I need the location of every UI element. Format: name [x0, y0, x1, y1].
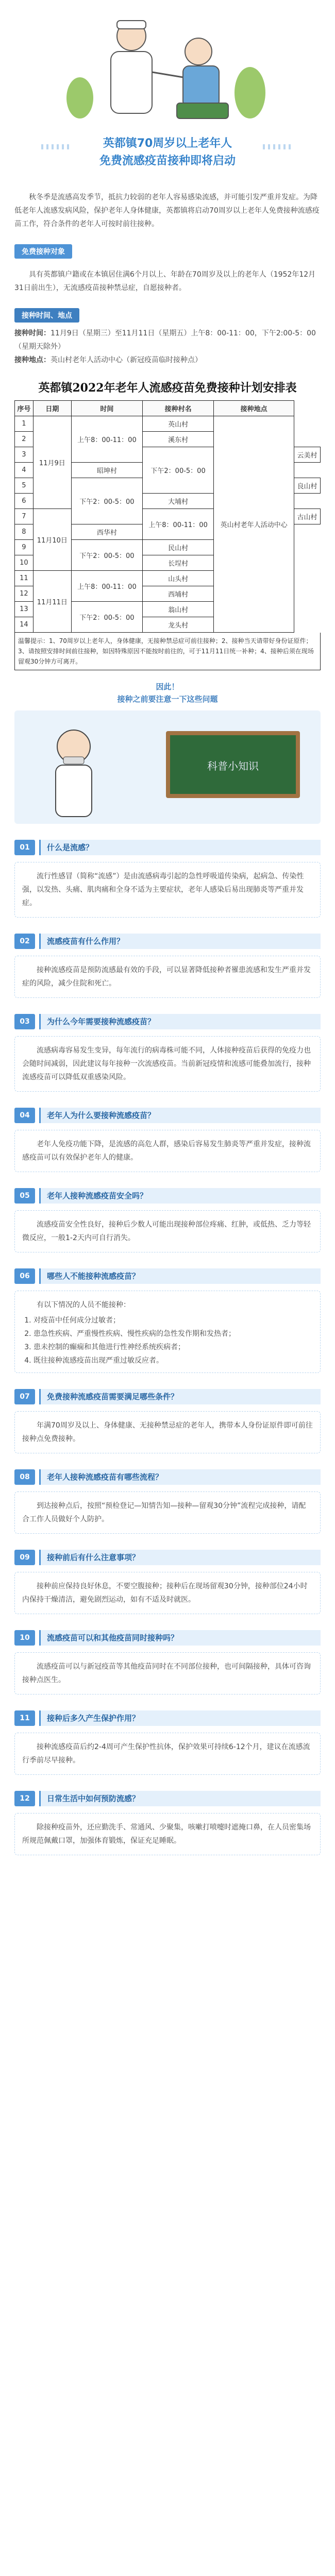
schedule-cell: 11 [15, 571, 34, 586]
time-item: 接种时间：11月9日（星期三）至11月11日（星期五）上午8：00-11：00，下午2:00-5：00（星期天除外） [14, 329, 316, 351]
chalkboard: 科普小知识 [166, 731, 300, 798]
qa-question: 哪些人不能接种流感疫苗？ [39, 1268, 321, 1284]
qa-number: 12 [14, 1791, 35, 1806]
qa-question: 接种后多久产生保护作用？ [39, 1710, 321, 1726]
qa-header [14, 1708, 321, 1728]
schedule-cell: 2 [15, 432, 34, 447]
qa-item [14, 1105, 321, 1172]
schedule-cell: 翁山村 [143, 602, 214, 617]
schedule-cell: 12 [15, 586, 34, 602]
qa-answer-text: 流行性感冒（简称“流感”）是由流感病毒引起的急性呼吸道传染病，起病急、传染性强，以发热、头痛、肌肉痛和全身不适为主要症状，老年人感染后易出现肺炎等严重并发症。 [22, 872, 304, 907]
qa-answer [14, 1130, 321, 1172]
time-place-list [14, 327, 321, 367]
schedule-row [15, 416, 321, 432]
schedule-cell: 13 [15, 602, 34, 617]
schedule-body [15, 416, 321, 633]
qa-answer [14, 1492, 321, 1534]
schedule-cell: 英山村 [143, 416, 214, 432]
target-paragraph: 具有英都镇户籍或在本镇居住满6个月以上、年龄在70周岁及以上的老年人（1952年12月31日前出生），无流感疫苗接种禁忌症，自愿接种者。 [14, 270, 316, 292]
subhead-line-2: 接种之前要注意一下这些问题 [117, 694, 218, 704]
qa-answer-list [22, 1314, 313, 1367]
section-tag-target: 免费接种对象 [14, 244, 72, 259]
schedule-cell: 西埔村 [143, 586, 214, 602]
qa-question: 免费接种流感疫苗需要满足哪些条件？ [39, 1389, 321, 1404]
qa-answer-text: 有以下情况的人员不能接种： [37, 1301, 130, 1309]
qa-header [14, 1266, 321, 1286]
qa-question: 老年人接种流感疫苗安全吗？ [39, 1188, 321, 1204]
doctor-illustration [14, 710, 321, 824]
schedule-cell: 英山村老年人活动中心 [214, 416, 294, 633]
schedule-cell: 上午8：00-11：00 [143, 509, 214, 540]
qa-number: 09 [14, 1550, 35, 1565]
qa-list [14, 837, 321, 1855]
qa-answer [14, 1733, 321, 1775]
schedule-cell: 11月10日 [33, 509, 71, 571]
schedule-cell: 下午2：00-5：00 [143, 447, 214, 494]
schedule-cell: 4 [15, 463, 34, 478]
qa-header [14, 1386, 321, 1407]
qa-number: 08 [14, 1469, 35, 1485]
qa-answer-text: 流感疫苗安全性良好，接种后少数人可能出现接种部位疼痛、红肿，或低热、乏力等轻微反应，一般1-2天内可自行消失。 [22, 1221, 311, 1242]
qa-number: 02 [14, 934, 35, 949]
schedule-cell: 下午2：00-5：00 [71, 478, 142, 524]
title-line-1: 英都镇70周岁以上老年人 [103, 137, 232, 150]
schedule-cell: 长埕村 [143, 555, 214, 571]
qa-answer [14, 1813, 321, 1855]
qa-answer-text: 接种前应保持良好休息，不要空腹接种；接种后在现场留观30分钟，接种部位24小时内保持干燥清洁，避免剧烈运动，如有不适及时就医。 [22, 1582, 308, 1604]
qa-answer-text: 老年人免疫功能下降，是流感的高危人群，感染后容易发生肺炎等严重并发症，接种流感疫苗可以有效保护老年人的健康。 [22, 1140, 311, 1162]
qa-header [14, 931, 321, 952]
qa-answer-list-item: 4. 既往接种流感疫苗出现严重过敏反应者。 [34, 1354, 313, 1367]
schedule-cell: 9 [15, 540, 34, 555]
qa-answer [14, 1291, 321, 1373]
qa-item [14, 1788, 321, 1855]
col-header: 日期 [33, 401, 71, 416]
qa-item [14, 1266, 321, 1373]
qa-answer-text: 接种流感疫苗是预防流感最有效的手段，可以显著降低接种者罹患流感和发生严重并发症的风险，减少住院和死亡。 [22, 966, 311, 988]
qa-question: 老年人接种流感疫苗有哪些流程？ [39, 1469, 321, 1485]
place-item: 接种地点：英山村老年人活动中心（新冠疫苗临时接种点） [14, 356, 202, 364]
qa-item [14, 1386, 321, 1453]
qa-number: 07 [14, 1389, 35, 1404]
col-header: 接种地点 [214, 401, 294, 416]
schedule-cell: 昭坤村 [71, 463, 142, 478]
qa-answer [14, 1652, 321, 1694]
qa-item [14, 837, 321, 918]
qa-answer-text: 到达接种点后，按照“预检登记—知情告知—接种—留观30分钟”流程完成接种，请配合工作人员做好个人防护。 [22, 1502, 306, 1523]
qa-item [14, 1011, 321, 1092]
schedule-cell: 14 [15, 617, 34, 633]
hero-banner [0, 0, 335, 185]
doctor-figure-icon [35, 721, 112, 819]
qa-number: 03 [14, 1014, 35, 1029]
schedule-cell: 云美村 [294, 447, 321, 463]
qa-header [14, 1185, 321, 1206]
schedule-caption: 英都镇2022年老年人流感疫苗免费接种计划安排表 [38, 381, 297, 395]
qa-item [14, 1628, 321, 1694]
qa-answer-text: 流感疫苗可以与新冠疫苗等其他疫苗同时在不同部位接种，也可间隔接种，具体可咨询接种点医生。 [22, 1663, 311, 1684]
qa-answer [14, 862, 321, 918]
qa-question: 什么是流感？ [39, 840, 321, 855]
col-header: 时间 [71, 401, 142, 416]
schedule-cell: 下午2：00-5：00 [71, 540, 142, 571]
schedule-table [14, 374, 321, 633]
schedule-cell: 3 [15, 447, 34, 463]
schedule-cell: 8 [15, 524, 34, 540]
schedule-cell: 6 [15, 494, 34, 509]
qa-question: 流感疫苗有什么作用？ [39, 934, 321, 949]
schedule-cell: 上午8：00-11：00 [71, 571, 142, 602]
schedule-cell: 7 [15, 509, 34, 524]
qa-item [14, 1185, 321, 1252]
page-title [0, 135, 335, 170]
schedule-cell: 民山村 [143, 540, 214, 555]
qa-answer [14, 1411, 321, 1453]
vaccination-illustration [59, 5, 276, 134]
col-header: 序号 [15, 401, 34, 416]
qa-number: 11 [14, 1710, 35, 1726]
qa-item [14, 1708, 321, 1775]
qa-answer-text: 流感病毒容易发生变异，每年流行的病毒株可能不同，人体接种疫苗后获得的免疫力也会随时间减弱，因此建议每年接种一次流感疫苗。当前新冠疫情和流感可能叠加流行，接种流感疫苗可以降低双重感染风险。 [22, 1046, 311, 1081]
qa-answer-text: 年满70周岁及以上、身体健康、无接种禁忌症的老年人，携带本人身份证原件即可前往接种点免费接种。 [22, 1421, 313, 1443]
schedule-cell: 山头村 [143, 571, 214, 586]
qa-header [14, 1547, 321, 1568]
schedule-cell: 龙头村 [143, 617, 214, 633]
schedule-cell: 1 [15, 416, 34, 432]
schedule-cell: 下午2：00-5：00 [71, 602, 142, 633]
qa-answer [14, 1210, 321, 1252]
qa-question: 老年人为什么要接种流感疫苗？ [39, 1108, 321, 1123]
schedule-cell: 溪东村 [143, 432, 214, 447]
qa-item [14, 1547, 321, 1614]
schedule-cell: 良山村 [294, 478, 321, 494]
qa-number: 04 [14, 1108, 35, 1123]
qa-answer-text: 除接种疫苗外，还应勤洗手、常通风、少聚集，咳嗽打喷嚏时遮掩口鼻，在人员密集场所规范佩戴口罩，加强体育锻炼，保证充足睡眠。 [22, 1823, 311, 1845]
qa-number: 06 [14, 1268, 35, 1284]
qa-item [14, 931, 321, 998]
qa-header [14, 1628, 321, 1648]
qa-answer-list-item: 1. 对疫苗中任何成分过敏者； [34, 1314, 313, 1327]
schedule-cell: 5 [15, 478, 34, 494]
subhead-line-1: 因此！ [156, 682, 179, 691]
qa-header [14, 1105, 321, 1126]
qa-question: 为什么今年需要接种流感疫苗？ [39, 1014, 321, 1029]
qa-question: 流感疫苗可以和其他疫苗同时接种吗？ [39, 1630, 321, 1646]
qa-answer [14, 1036, 321, 1092]
schedule-cell: 11月9日 [33, 416, 71, 509]
schedule-header-row [15, 401, 321, 416]
schedule-cell: 古山村 [294, 509, 321, 524]
section-tag-time-place: 接种时间、地点 [14, 308, 79, 323]
schedule-note: 温馨提示：1、70周岁以上老年人，身体健康，无接种禁忌症可前往接种；2、接种当天请带好身份证原件；3、请按照安排时间前往接种，如因特殊原因不能按时前往的，可于11月11日统一补种；4、接种后须在现场留观30分钟方可离开。 [14, 633, 321, 670]
schedule-cell: 上午8：00-11：00 [71, 416, 142, 463]
schedule-cell: 11月11日 [33, 571, 71, 633]
schedule-cell: 10 [15, 555, 34, 571]
content [0, 191, 335, 1855]
qa-header [14, 837, 321, 858]
qa-header [14, 1467, 321, 1487]
intro-paragraph: 秋冬季是流感高发季节，抵抗力较弱的老年人容易感染流感，并可能引发严重并发症。为降低老年人流感发病风险，保护老年人身体健康，英都镇将启动70周岁以上老年人免费接种流感疫苗工作，符合条件的老年人可按时前往接种。 [14, 193, 320, 228]
title-line-2: 免费流感疫苗接种即将启动 [99, 155, 236, 167]
qa-answer-list-item: 2. 患急性疾病、严重慢性疾病、慢性疾病的急性发作期和发热者； [34, 1327, 313, 1341]
qa-question: 日常生活中如何预防流感？ [39, 1791, 321, 1806]
schedule-cell: 大埔村 [143, 494, 214, 509]
qa-answer [14, 1572, 321, 1614]
notice-subhead [14, 681, 321, 705]
qa-answer [14, 956, 321, 998]
qa-item [14, 1467, 321, 1534]
col-header: 接种村名 [143, 401, 214, 416]
qa-answer-list-item: 3. 患未控制的癫痫和其他进行性神经系统疾病者； [34, 1341, 313, 1354]
qa-answer-text: 接种流感疫苗后约2-4周可产生保护性抗体，保护效果可持续6-12个月，建议在流感流行季前尽早接种。 [22, 1743, 310, 1765]
qa-number: 10 [14, 1630, 35, 1646]
qa-question: 接种前后有什么注意事项？ [39, 1550, 321, 1565]
qa-number: 05 [14, 1188, 35, 1204]
qa-header [14, 1788, 321, 1809]
qa-number: 01 [14, 840, 35, 855]
schedule-cell: 西华村 [71, 524, 142, 540]
qa-header [14, 1011, 321, 1032]
